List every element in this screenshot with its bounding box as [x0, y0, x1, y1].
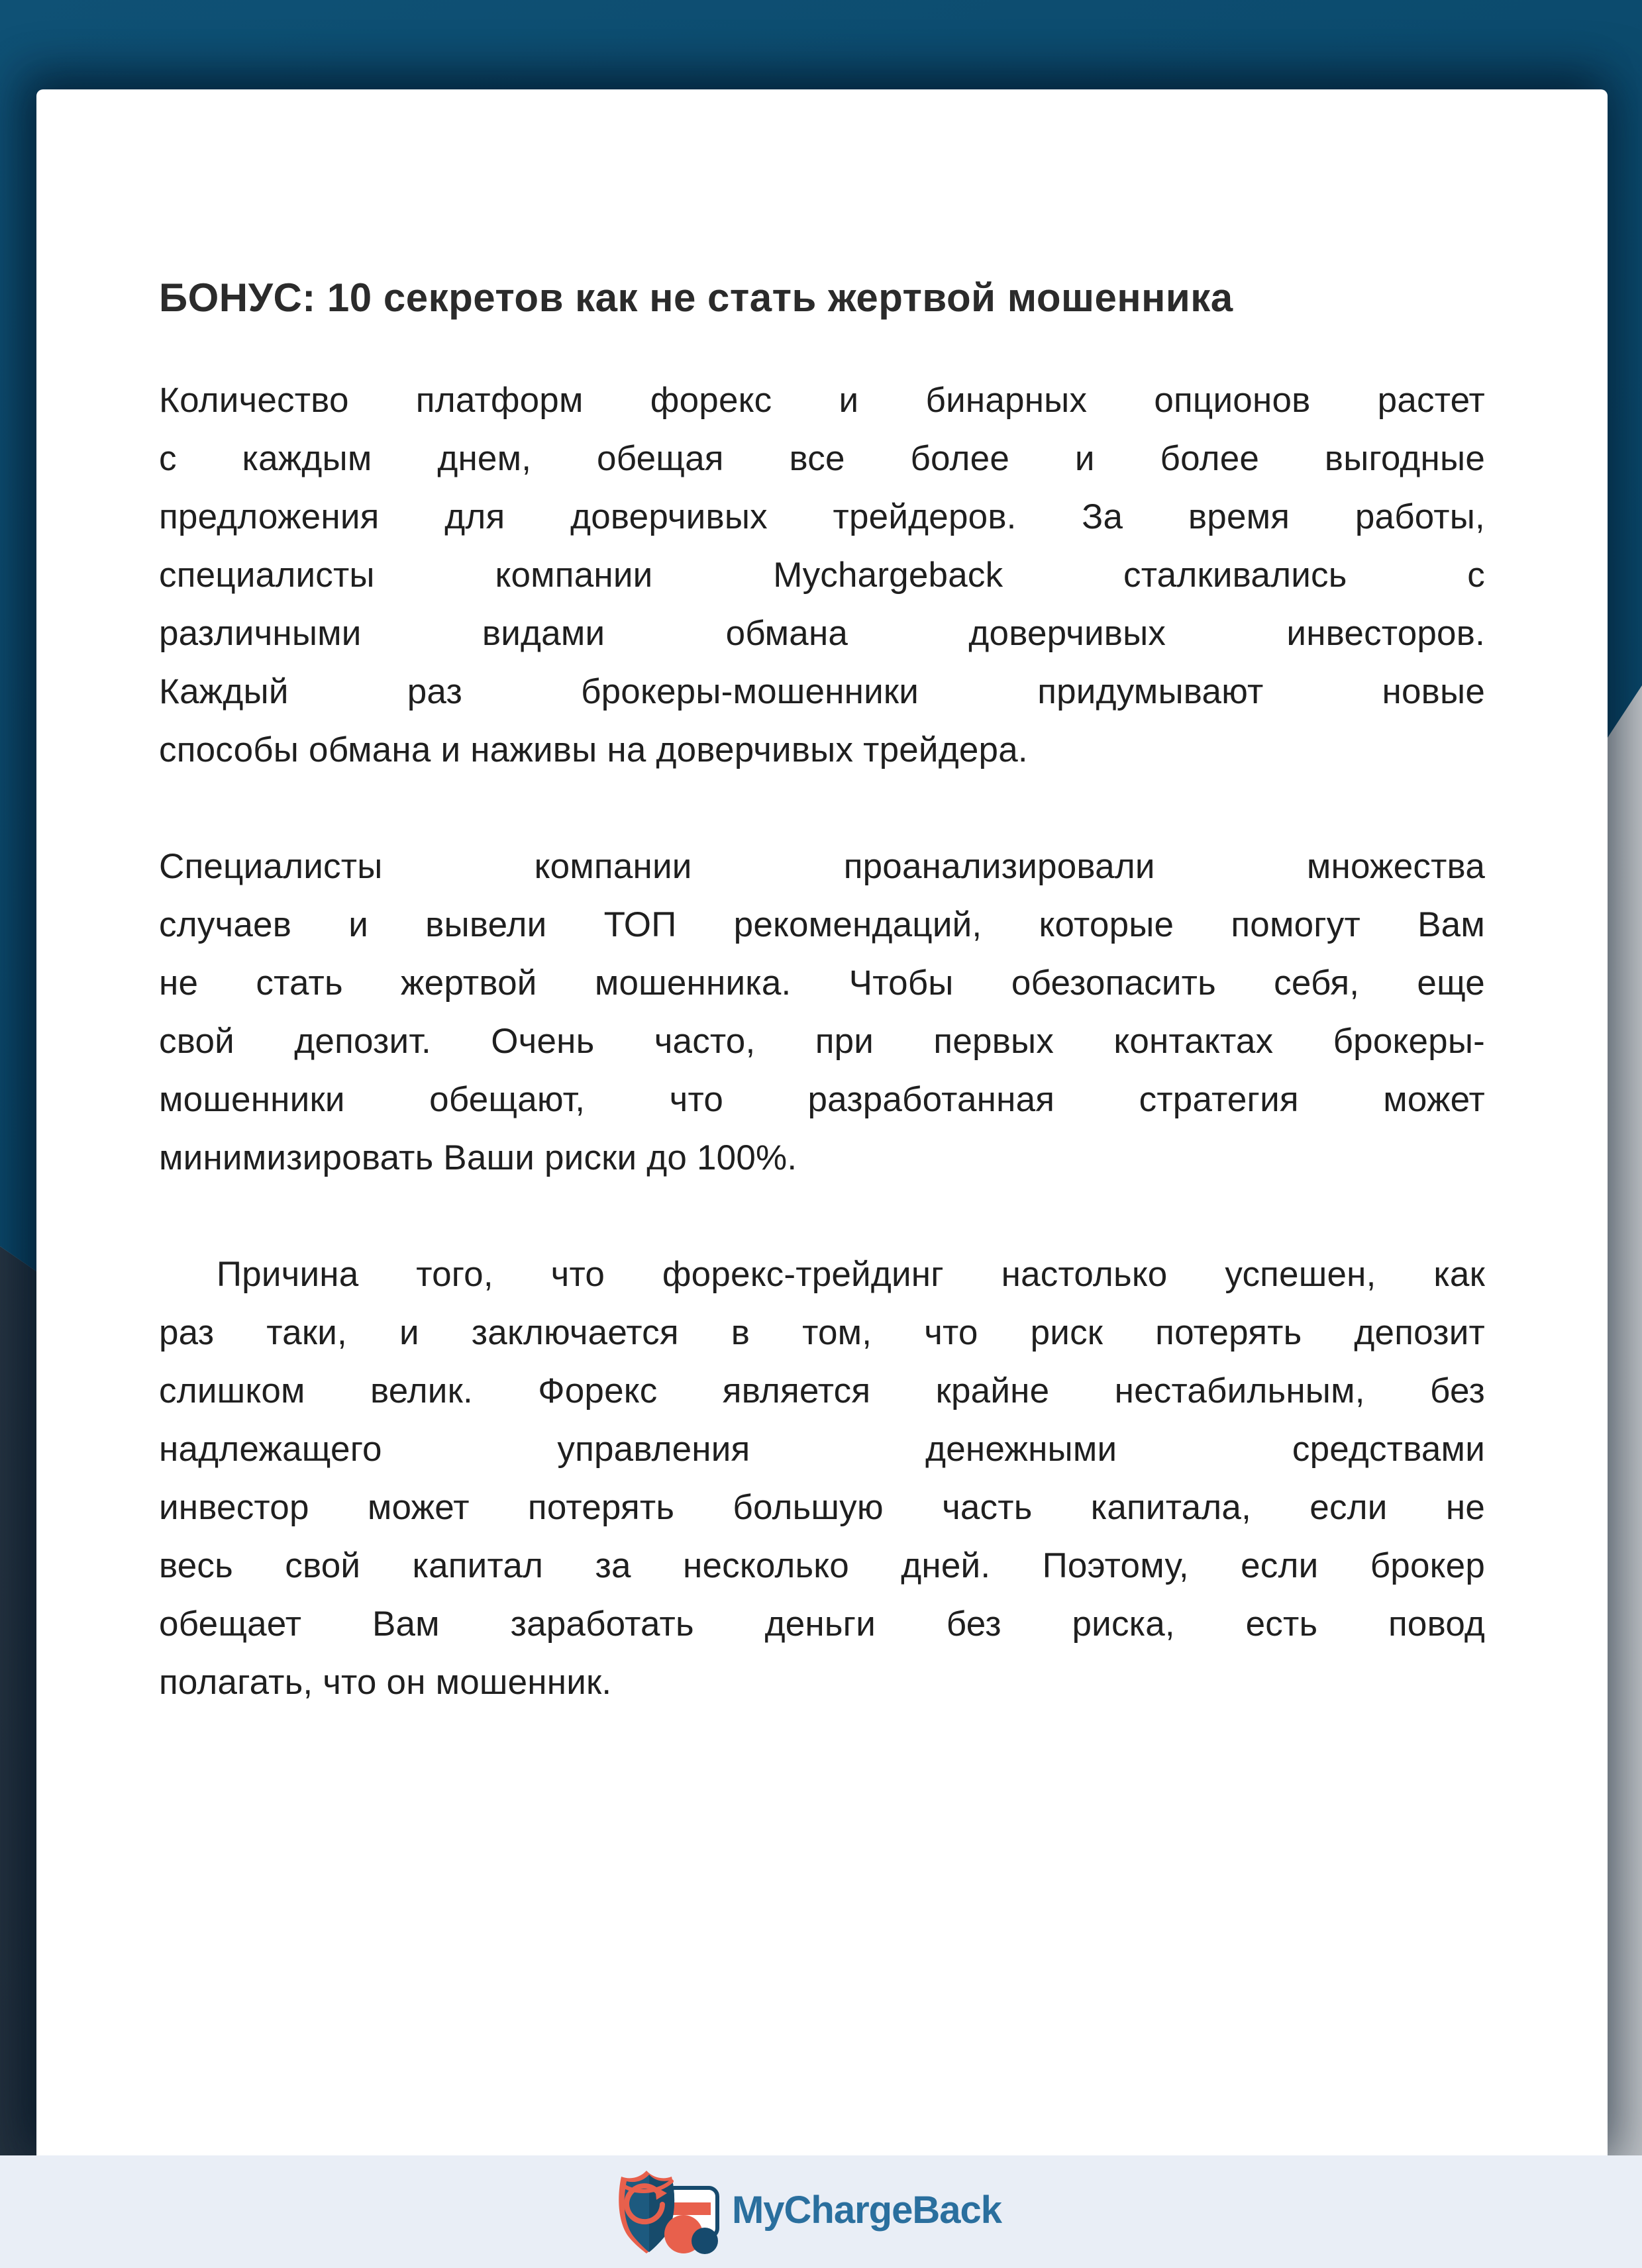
text-line: способы обмана и наживы на доверчивых трейдера.: [159, 730, 1028, 769]
brand-name: MyChargeBack: [731, 2188, 1002, 2232]
text-line: полагать, что он мошенник.: [159, 1663, 612, 1702]
text-line: минимизировать Ваши риски до 100%.: [159, 1138, 797, 1177]
document-heading: БОНУС: 10 секретов как не стать жертвой мошенника: [159, 275, 1233, 320]
text-line: предложения для доверчивых трейдеров. За время работы,: [159, 497, 1485, 536]
text-line: свой депозит. Очень часто, при первых контактах брокеры-: [159, 1022, 1485, 1061]
document-page: [36, 89, 1608, 2155]
paragraph-1: [159, 371, 1485, 779]
brand-logo: [614, 2168, 1001, 2255]
text-line: Специалисты компании проанализировали множества: [159, 847, 1485, 886]
text-line: раз таки, и заключается в том, что риск потерять депозит: [159, 1313, 1485, 1352]
text-line: весь свой капитал за несколько дней. Поэтому, если брокер: [159, 1546, 1485, 1585]
text-line: Каждый раз брокеры-мошенники придумывают новые: [159, 672, 1485, 711]
text-line: с каждым днем, обещая все более и более выгодные: [159, 439, 1485, 478]
paragraph-2: [159, 838, 1485, 1187]
text-line: не стать жертвой мошенника. Чтобы обезопасить себя, еще: [159, 963, 1485, 1003]
paragraph-3: [159, 1246, 1485, 1712]
text-line: мошенники обещают, что разработанная стратегия может: [159, 1080, 1485, 1119]
text-line: слишком велик. Форекс является крайне нестабильным, без: [159, 1371, 1485, 1410]
text-line: надлежащего управления денежными средствами: [159, 1430, 1485, 1469]
teal-coin-shape: [692, 2228, 718, 2254]
footer-band: [0, 2155, 1642, 2268]
text-line: инвестор может потерять большую часть капитала, если не: [159, 1488, 1485, 1527]
text-line: различными видами обмана доверчивых инвесторов.: [159, 614, 1485, 653]
mychargeback-logo-icon: [614, 2168, 720, 2255]
text-line: случаев и вывели ТОП рекомендаций, которые помогут Вам: [159, 905, 1485, 944]
text-line: обещает Вам заработать деньги без риска, есть повод: [159, 1604, 1485, 1644]
text-line: Количество платформ форекс и бинарных опционов растет: [159, 381, 1485, 420]
text-line: Причина того, что форекс-трейдинг настолько успешен, как: [159, 1255, 1485, 1294]
text-line: специалисты компании Mychargeback сталкивались с: [159, 556, 1485, 595]
